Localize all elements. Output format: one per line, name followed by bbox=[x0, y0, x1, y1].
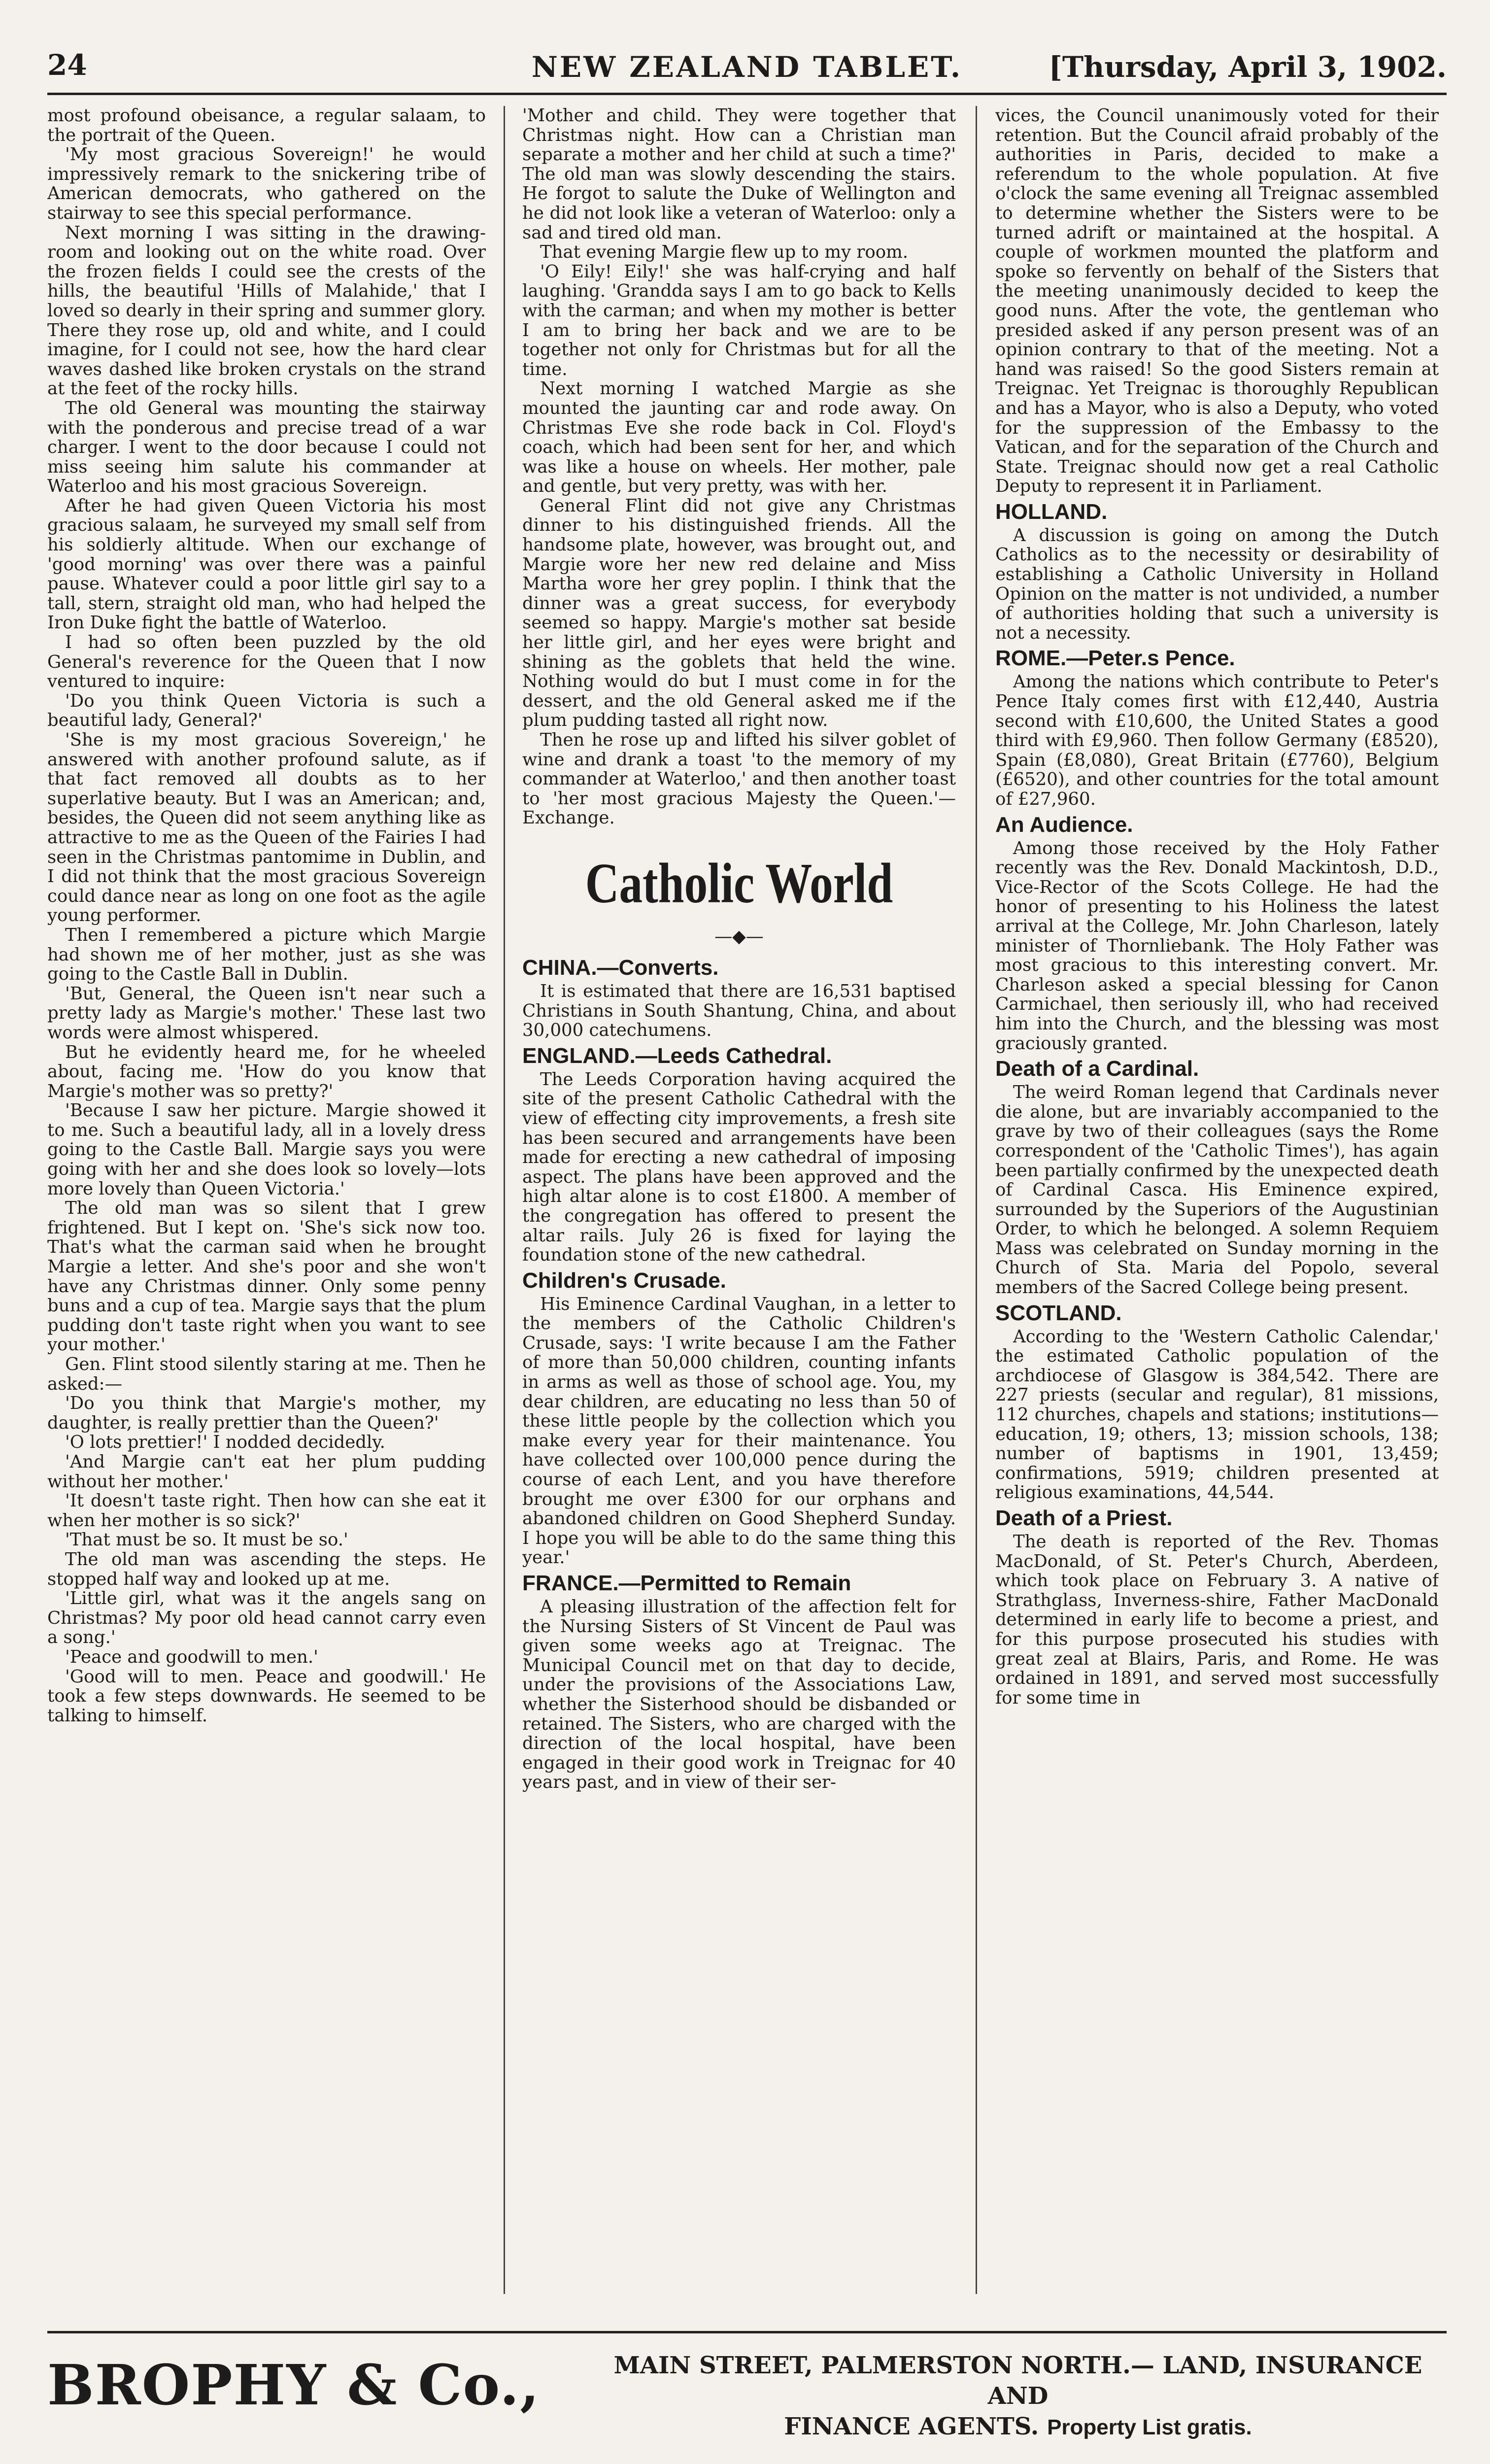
page-header bbox=[47, 43, 1447, 95]
article-text: The weird Roman legend that Cardinals never die alone, but are invariably accompanied to the grave by two of their colleagues (says the Rome correspondent of the 'Catholic Times'), has again been partially confirmed by the unexpected death of Cardinal Casca. His Eminence expired, surrounded by the Superiors of the Augustinian Order, to which he belonged. A solemn Requiem Mass was celebrated on Sunday morning in the Church of Sta. Maria del Popolo, several members of the Sacred College being present. bbox=[995, 1082, 1439, 1298]
article-heading: ENGLAND.—Leeds Cathedral. bbox=[522, 1043, 832, 1068]
article-heading: Death of a Priest. bbox=[995, 1506, 1173, 1530]
paragraph: 'Little girl, what was it the angels sang on Christmas? My poor old head cannot carry even a song.' bbox=[47, 1588, 486, 1648]
paragraph: 'Because I saw her picture. Margie showed it to me. Such a beautiful lady, all in a lovely dress going to the Castle Ball. Margie says you were going with her and she does look so lovely—lots more lovely than Queen Victoria.' bbox=[47, 1100, 486, 1199]
article-heading: CHINA.—Converts. bbox=[522, 955, 719, 980]
paragraph: 'Do you think that Margie's mother, my daughter, is really prettier than the Queen?' bbox=[47, 1393, 486, 1433]
paragraph: 'Peace and goodwill to men.' bbox=[65, 1646, 318, 1667]
article-text: According to the 'Western Catholic Calendar,' the estimated Catholic population of the archdiocese of Glasgow is 384,542. There are 227 priests (secular and regular), 81 missions, 112 churches, chapels and stations; institutions—education, 19; others, 13; mission schools, 138; number of baptisms in 1901, 13,459; confirmations, 5919; children presented at religious examinations, 44,544. bbox=[995, 1326, 1439, 1503]
paragraph: 'She is my most gracious Sovereign,' he answered with another profound salute, as if that fact removed all doubts as to her superlative beauty. But I was an American; and, besides, the Queen did not seem anything like as attractive to me as the Queen of the Fairies I had seen in the Christmas pantomime in Dublin, and I did not think that the most gracious Sovereign could dance near as long on one foot as the agile young performer. bbox=[47, 730, 486, 926]
paragraph: I had so often been puzzled by the old General's reverence for the Queen that I now ventured to inquire: bbox=[47, 632, 486, 692]
article-heading: SCOTLAND. bbox=[995, 1300, 1122, 1325]
paragraph: 'That must be so. It must be so.' bbox=[65, 1530, 348, 1550]
paragraph: 'My most gracious Sovereign!' he would impressively remark to the snickering tribe of American democrats, who gathered on the stairway to see this special performance. bbox=[47, 144, 486, 223]
ornament-divider: —◆— bbox=[714, 926, 764, 947]
ad-line: MAIN STREET, PALMERSTON NORTH.— LAND, INSURANCE AND bbox=[613, 2352, 1422, 2410]
footer-advertisement bbox=[47, 2331, 1447, 2440]
article-text: vices, the Council unanimously voted for their retention. But the Council afraid probably of the authorities in Paris, decided to make a referendum to the whole population. At five o'clock the same evening all Treignac assembled to determine whether the Sisters were to be turned adrift or maintained at the hospital. A couple of workmen mounted the platform and spoke so fervently on behalf of the Sisters that the meeting unanimously decided to keep the good nuns. After the vote, the gentleman who presided asked if any person present was of an opinion contrary to that of the meeting. Not a hand was raised! So the good Sisters remain at Treignac. Yet Treignac is thoroughly Republican and has a Mayor, who is also a Deputy, who voted for the suppression of the Embassy to the Vatican, and for the separation of the Church and State. Treignac should now get a real Catholic Deputy to represent it in Parliament. bbox=[995, 106, 1439, 497]
article-text: His Eminence Cardinal Vaughan, in a letter to the members of the Catholic Children's Crusade, says: 'I write because I am the Father of more than 50,000 children, counting infants in arms as well as those of school age. You, my dear children, are educating no less than 50 of these little people by the collection which you make every year for their maintenance. You have collected over 100,000 pence during the course of each Lent, and you have therefore brought me over £300 for our orphans and abandoned children on Good Shepherd Sunday. I hope you will be able to do the same thing this year.' bbox=[522, 1294, 956, 1568]
article-text: Among those received by the Holy Father recently was the Rev. Donald Mackintosh, D.D., Vice-Rector of the Scots College. He had the honor of presenting to his Holiness the latest arrival at the College, Mr. John Charleson, lately minister of Thornliebank. The Holy Father was most gracious to this interesting convert. Mr. Charleson asked a special blessing for Canon Carmichael, then seriously ill, who had received him into the Church, and the blessing was most graciously granted. bbox=[995, 838, 1439, 1054]
paragraph: But he evidently heard me, for he wheeled about, facing me. 'How do you know that Margie's mother was so pretty?' bbox=[47, 1042, 486, 1101]
paragraph: The old man was so silent that I grew frightened. But I kept on. 'She's sick now too. That's what the carman said when he brought Margie a letter. And she's poor and she won't have any Christmas dinner. Only some penny buns and a cup of tea. Margie says that the plum pudding don't taste right when you want to see your mother.' bbox=[47, 1198, 486, 1355]
paragraph: That evening Margie flew up to my room. bbox=[540, 242, 909, 263]
paragraph: 'It doesn't taste right. Then how can she eat it when her mother is so sick?' bbox=[47, 1491, 486, 1531]
paragraph: The old General was mounting the stairway with the ponderous and precise tread of a war charger. I went to the door because I could not miss seeing him salute his commander at Waterloo and his most gracious Sovereign. bbox=[47, 398, 486, 497]
article-heading: HOLLAND. bbox=[995, 499, 1108, 524]
paragraph: 'O Eily! Eily!' she was half-crying and half laughing. 'Grandda says I am to go back to Kells with the carman; and when my mother is better I am to bring her back and we are to be together not only for Christmas but for all the time. bbox=[522, 261, 956, 379]
advertisement-text bbox=[589, 2350, 1447, 2443]
paragraph: Next morning I was sitting in the drawing-room and looking out on the white road. Over the frozen fields I could see the crests of the hills, the beautiful 'Hills of Malahide,' that I loved so dearly in their spring and summer glory. There they rose up, old and white, and I could imagine, for I could not see, how the hard clear waves dashed like broken crystals on the strand at the feet of the rocky hills. bbox=[47, 222, 486, 399]
paragraph: Then he rose up and lifted his silver goblet of wine and drank a toast 'to the memory of my commander at Waterloo,' and then another toast to 'her most gracious Majesty the Queen.'—Exchange. bbox=[522, 730, 956, 828]
paragraph: 'O lots prettier!' I nodded decidedly. bbox=[65, 1432, 385, 1453]
article-heading: An Audience. bbox=[995, 812, 1133, 837]
paragraph: Next morning I watched Margie as she mounted the jaunting car and rode away. On Christmas Eve she rode back in Col. Floyd's coach, which had been sent for her, and which was like a house on wheels. Her mother, pale and gentle, but very pretty, was with her. bbox=[522, 378, 956, 497]
paragraph: 'Good will to men. Peace and goodwill.' He took a few steps downwards. He seemed to be talking to himself. bbox=[47, 1666, 486, 1726]
paragraph: After he had given Queen Victoria his most gracious salaam, he surveyed my small self from his soldierly altitude. When our exchange of 'good morning' was over there was a painful pause. Whatever could a poor little girl say to a tall, stern, straight old man, who had helped the Iron Duke fight the battle of Waterloo. bbox=[47, 495, 486, 633]
paragraph: General Flint did not give any Christmas dinner to his distinguished friends. All the handsome plate, however, was brought out, and Margie wore her new red delaine and Miss Martha wore her grey poplin. I think that the dinner was a great success, for everybody seemed so happy. Margie's mother sat beside her little girl, and her eyes were bright and shining as the goblets that held the wine. Nothing would do but I must come in for the dessert, and the old General asked me if the plum pudding tasted all right now. bbox=[522, 495, 956, 731]
issue-date: [Thursday, April 3, 1902. bbox=[1049, 50, 1447, 84]
paragraph: most profound obeisance, a regular salaam, to the portrait of the Queen. bbox=[47, 106, 486, 145]
ad-line: FINANCE AGENTS. bbox=[784, 2413, 1039, 2440]
article-text: A pleasing illustration of the affection felt for the Nursing Sisters of St Vincent de Paul was given some weeks ago at Treignac. The Municipal Council met on that day to decide, under the provisions of the Associations Law, whether the Sisterhood should be disbanded or retained. The Sisters, who are charged with the direction of the local hospital, have been engaged in their good work in Treignac for 40 years past, and in view of their ser- bbox=[522, 1597, 956, 1793]
paragraph: The old man was ascending the steps. He stopped half way and looked up at me. bbox=[47, 1549, 486, 1589]
ad-line: Property List gratis. bbox=[1047, 2415, 1252, 2439]
column-rule bbox=[504, 106, 505, 2294]
paragraph: 'But, General, the Queen isn't near such a pretty lady as Margie's mother.' These last two words were almost whispered. bbox=[47, 983, 486, 1043]
paragraph: Gen. Flint stood silently staring at me. Then he asked:— bbox=[47, 1354, 486, 1394]
paragraph: 'Do you think Queen Victoria is such a beautiful lady, General?' bbox=[47, 690, 486, 731]
paragraph: Then I remembered a picture which Margie had shown me of her mother, just as she was going to the Castle Ball in Dublin. bbox=[47, 924, 486, 985]
column-right bbox=[995, 106, 1439, 2294]
masthead: NEW ZEALAND TABLET. bbox=[531, 50, 963, 84]
article-text: The death is reported of the Rev. Thomas MacDonald, of St. Peter's Church, Aberdeen, which took place on February 3. A native of Strathglass, Inverness-shire, Father MacDonald determined in early life to become a priest, and for this purpose prosecuted his studies with great zeal at Blairs, Paris, and Rome. He was ordained in 1891, and served most successfully for some time in bbox=[995, 1532, 1439, 1708]
column-rule bbox=[976, 106, 977, 2294]
article-text: A discussion is going on among the Dutch Catholics as to the necessity or desirability of establishing a Catholic University in Holland Opinion on the matter is not undivided, a number of authorities holding that such a university is not a necessity. bbox=[995, 525, 1439, 643]
article-text: It is estimated that there are 16,531 baptised Christians in South Shantung, China, and about 30,000 catechumens. bbox=[522, 981, 956, 1041]
advertiser-name: BROPHY & Co., bbox=[47, 2353, 541, 2418]
page-number: 24 bbox=[47, 48, 87, 82]
article-heading: Children's Crusade. bbox=[522, 1268, 726, 1293]
paragraph: 'Mother and child. They were together that Christmas night. How can a Christian man separate a mother and her child at such a time?' The old man was slowly descending the stairs. He forgot to salute the Duke of Wellington and he did not look like a veteran of Waterloo: only a sad and tired old man. bbox=[522, 106, 956, 243]
column-left bbox=[47, 106, 486, 2294]
section-banner: Catholic World bbox=[585, 852, 893, 915]
article-text: The Leeds Corporation having acquired the site of the present Catholic Cathedral with the view of effecting city improvements, a fresh site has been secured and arrangements have been made for erecting a new cathedral of imposing aspect. The plans have been approved and the high altar alone is to cost £1800. A member of the congregation has offered to present the altar rails. July 26 is fixed for laying the foundation stone of the new cathedral. bbox=[522, 1069, 956, 1266]
article-heading: Death of a Cardinal. bbox=[995, 1057, 1199, 1081]
column-middle bbox=[522, 106, 956, 2294]
article-heading: ROME.—Peter.s Pence. bbox=[995, 646, 1235, 671]
paragraph: 'And Margie can't eat her plum pudding without her mother.' bbox=[47, 1451, 486, 1492]
article-heading: FRANCE.—Permitted to Remain bbox=[522, 1571, 851, 1595]
article-text: Among the nations which contribute to Peter's Pence Italy comes first with £12,440, Austria second with £10,600, the United States a good third with £9,960. Then follow Germany (£8520), Spain (£8,080), Great Britain (£7760), Belgium (£6520), and other countries for the total amount of £27,960. bbox=[995, 672, 1439, 809]
